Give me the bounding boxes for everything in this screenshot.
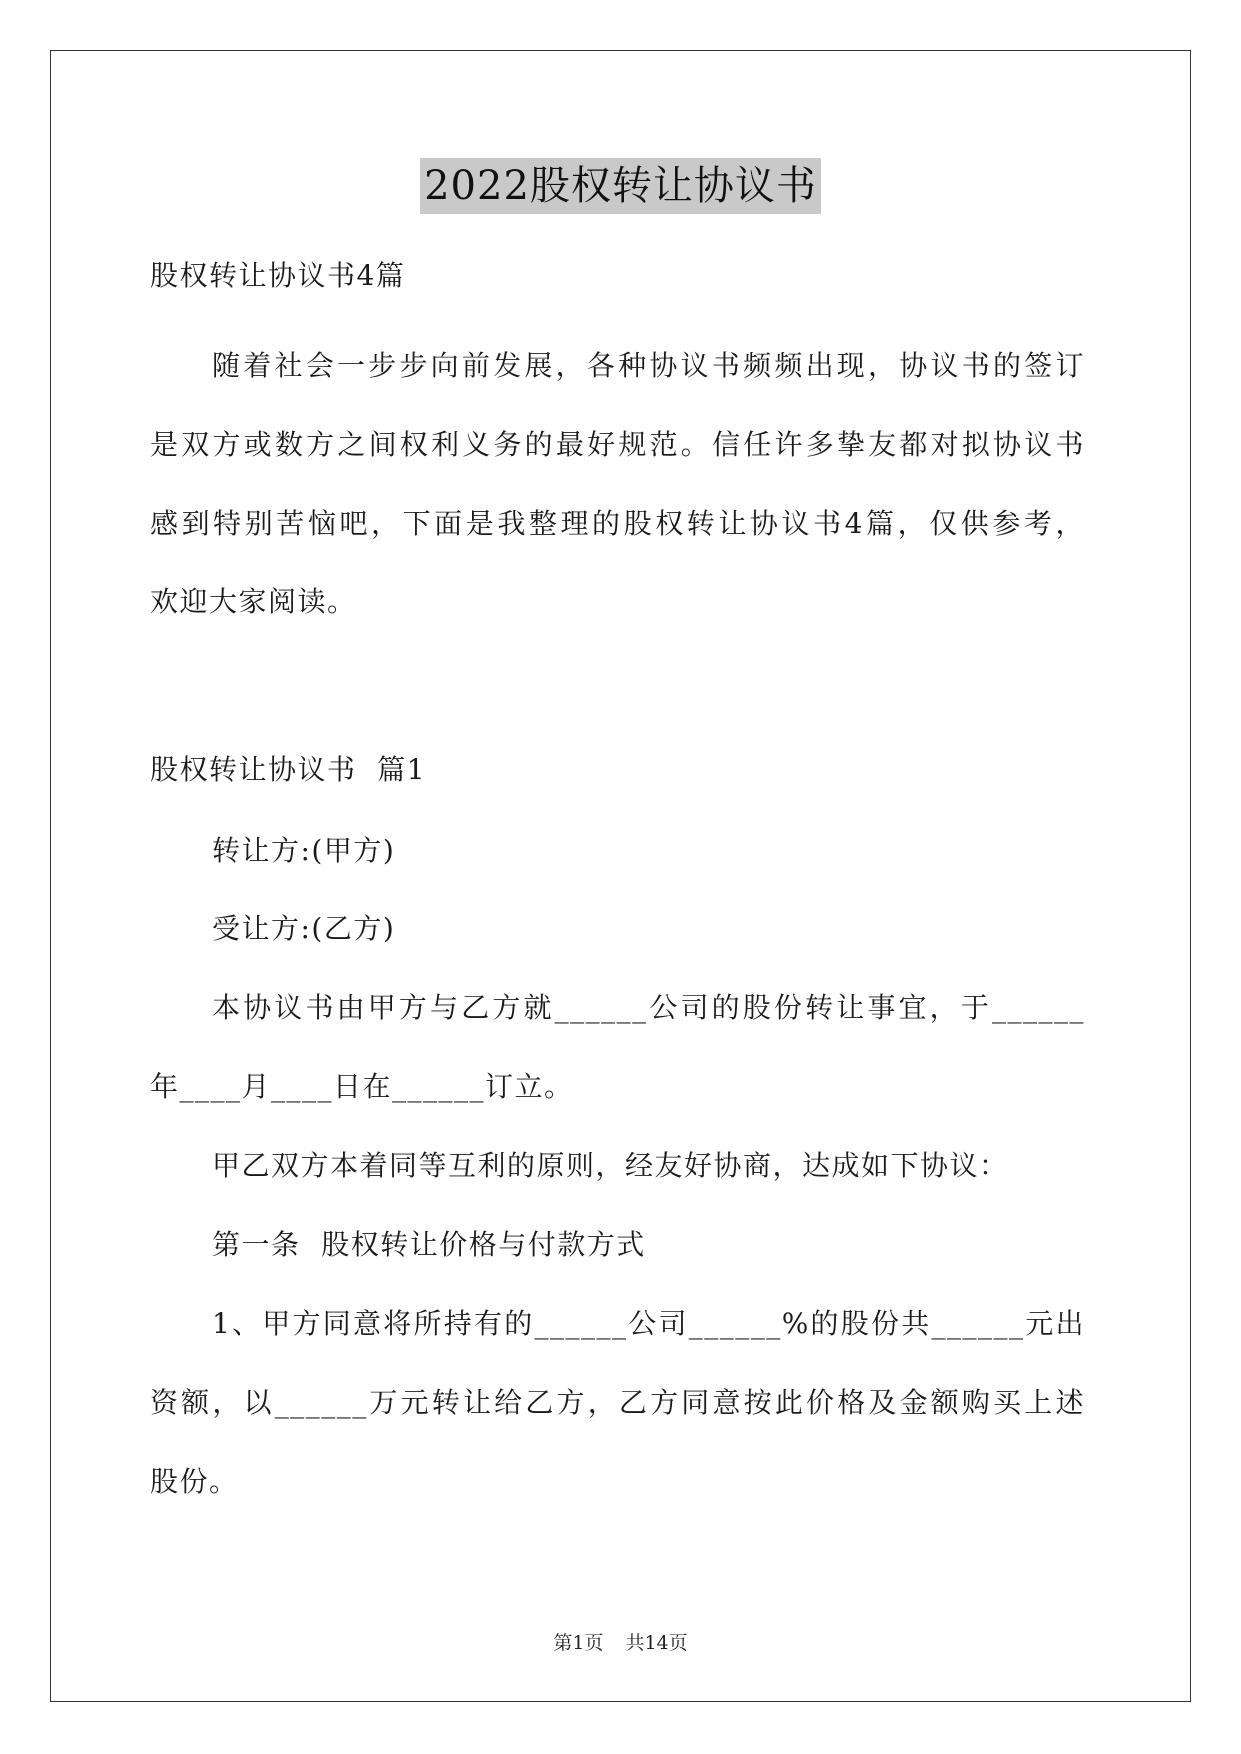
transferor-line: 转让方:(甲方) (212, 834, 396, 867)
intro-line-4: 欢迎大家阅读。 (150, 585, 357, 618)
section-heading: 股权转让协议书 篇1 (150, 753, 427, 786)
title-container (0, 158, 1241, 214)
agreement-line-1: 本协议书由甲方与乙方就______公司的股份转让事宜，于______ (212, 991, 1085, 1024)
total-pages: 共14页 (625, 1632, 688, 1654)
page-border (50, 50, 1191, 1702)
intro-line-2: 是双方或数方之间权利义务的最好规范。信任许多挚友都对拟协议书 (150, 428, 1085, 461)
page-footer (0, 1628, 1241, 1655)
document-title: 2022股权转让协议书 (420, 158, 821, 214)
agreement-line-2: 年____月____日在______订立。 (150, 1070, 574, 1103)
clause-1-line-3: 股份。 (150, 1465, 239, 1498)
page-number: 第1页 (553, 1632, 604, 1654)
intro-line-1: 随着社会一步步向前发展，各种协议书频频出现，协议书的签订 (212, 349, 1085, 382)
principle-line: 甲乙双方本着同等互利的原则，经友好协商，达成如下协议： (212, 1149, 1009, 1182)
clause-1-line-1: 1、甲方同意将所持有的______公司______%的股份共______元出 (212, 1307, 1085, 1340)
document-subtitle: 股权转让协议书4篇 (150, 259, 406, 292)
article-1-heading: 第一条 股权转让价格与付款方式 (212, 1228, 646, 1261)
intro-line-3: 感到特别苦恼吧，下面是我整理的股权转让协议书4篇，仅供参考， (150, 507, 1085, 540)
transferee-line: 受让方:(乙方) (212, 912, 396, 945)
clause-1-line-2: 资额，以______万元转让给乙方，乙方同意按此价格及金额购买上述 (150, 1386, 1085, 1419)
